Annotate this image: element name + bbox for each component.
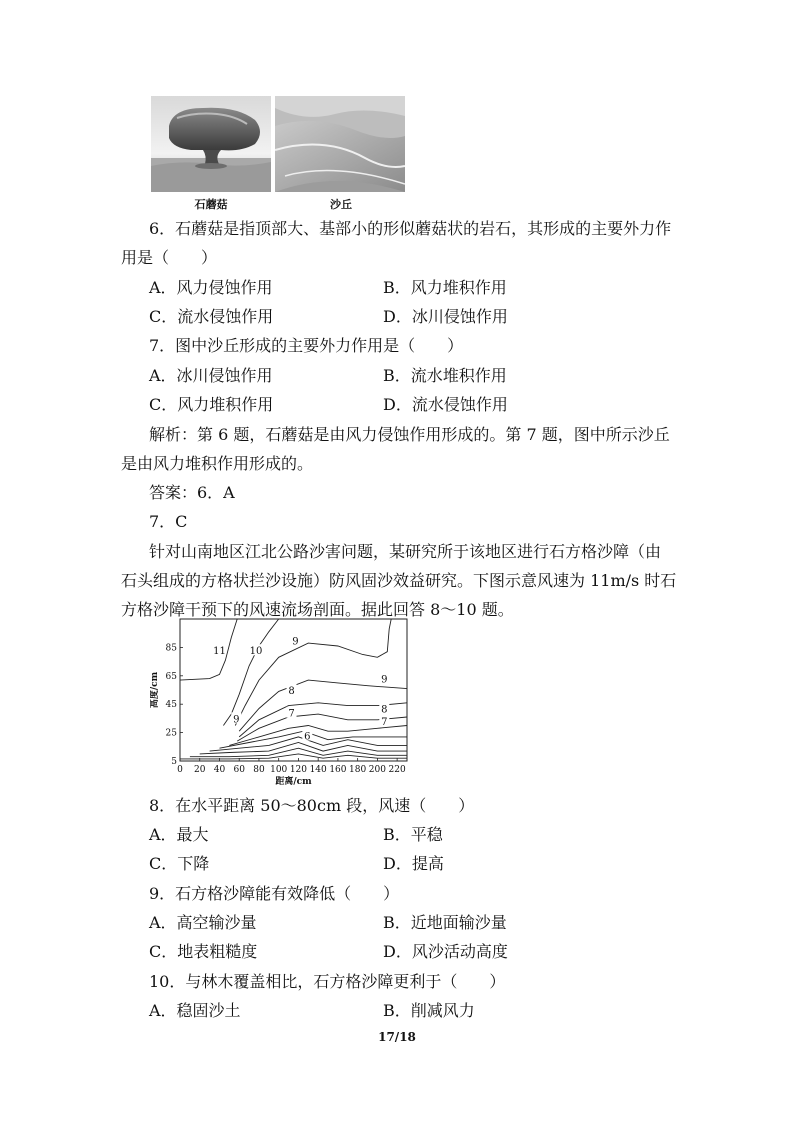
contour-label-6: 8 <box>381 704 388 716</box>
x-tick-label-1: 20 <box>194 765 206 775</box>
x-tick-label-9: 180 <box>349 765 367 775</box>
y-tick-label-4: 85 <box>165 643 177 654</box>
intro-line3: 方格沙障干预下的风速流场剖面。据此回答 8～10 题。 <box>121 600 514 619</box>
q8-stem: 8．在水平距离 50～80cm 段，风速（ ） <box>149 796 475 815</box>
y-tick-label-2: 45 <box>165 700 177 711</box>
wind-speed-chart <box>150 615 412 790</box>
contour-label-8: 7 <box>381 717 388 729</box>
intro-line2: 石头组成的方格状拦沙设施）防风固沙效益研究。下图示意风速为 11m/s 时石 <box>121 571 677 590</box>
q9-option-b: B．近地面输沙量 <box>383 913 507 932</box>
q10-option-b: B．削减风力 <box>383 1001 475 1020</box>
contour-label-0: 11 <box>213 646 226 658</box>
q8-option-b: B．平稳 <box>383 825 443 844</box>
q9-stem: 9．石方格沙障能有效降低（ ） <box>149 884 400 903</box>
wind-speed-chart-svg <box>150 615 412 790</box>
analysis-line2: 是由风力堆积作用形成的。 <box>121 454 314 473</box>
q10-stem: 10．与林木覆盖相比，石方格沙障更利于（ ） <box>149 972 506 991</box>
q9-option-a: A．高空输沙量 <box>149 913 257 932</box>
x-tick-label-7: 140 <box>309 765 327 775</box>
x-tick-label-4: 80 <box>253 765 265 775</box>
y-tick-label-1: 25 <box>165 728 177 739</box>
photo-figure <box>151 96 405 210</box>
x-tick-label-3: 60 <box>233 765 245 775</box>
q9-option-c: C．地表粗糙度 <box>149 942 258 961</box>
x-tick-label-5: 100 <box>270 765 288 775</box>
q7-stem: 7．图中沙丘形成的主要外力作用是（ ） <box>149 336 464 355</box>
answer-line2: 7．C <box>149 512 188 531</box>
q6-stem-line2: 用是（ ） <box>121 248 218 267</box>
answer-line1: 答案：6．A <box>149 483 235 502</box>
intro-line1: 针对山南地区江北公路沙害问题，某研究所于该地区进行石方格沙障（由 <box>149 542 662 561</box>
q7-option-c: C．风力堆积作用 <box>149 395 274 414</box>
q10-option-a: A．稳固沙土 <box>149 1001 241 1020</box>
stone-mushroom-caption: 石蘑菇 <box>194 198 228 211</box>
contour-label-5: 8 <box>288 686 295 697</box>
q6-stem-line1: 6．石蘑菇是指顶部大、基部小的形似蘑菇状的岩石，其形成的主要外力作 <box>149 219 672 238</box>
x-axis-title: 距离/cm <box>275 777 312 787</box>
contour-label-4: 9 <box>233 714 240 726</box>
page-number: 17/18 <box>378 1030 416 1044</box>
contour-label-7: 7 <box>288 708 295 720</box>
y-axis-title: 高度/cm <box>150 671 160 709</box>
x-tick-label-11: 220 <box>388 765 406 775</box>
q7-option-a: A．冰川侵蚀作用 <box>149 366 273 385</box>
sand-dune-caption: 沙丘 <box>330 198 352 211</box>
contour-label-2: 9 <box>292 636 299 648</box>
q6-option-d: D．冰川侵蚀作用 <box>383 307 508 326</box>
stone-mushroom-photo <box>151 96 271 192</box>
x-tick-label-8: 160 <box>329 765 347 775</box>
x-tick-label-10: 200 <box>368 765 386 775</box>
q8-option-d: D．提高 <box>383 854 444 873</box>
x-tick-label-6: 120 <box>289 765 308 775</box>
q6-option-b: B．风力堆积作用 <box>383 278 507 297</box>
q7-option-b: B．流水堆积作用 <box>383 366 507 385</box>
analysis-line1: 解析：第 6 题，石蘑菇是由风力侵蚀作用形成的。第 7 题，图中所示沙丘 <box>149 425 670 444</box>
y-tick-label-0: 5 <box>171 757 177 767</box>
sand-dune-photo <box>275 96 405 192</box>
x-tick-label-0: 0 <box>177 765 183 775</box>
y-tick-label-3: 65 <box>165 671 177 682</box>
x-tick-label-2: 40 <box>213 765 226 775</box>
q6-option-a: A．风力侵蚀作用 <box>149 278 273 297</box>
q9-option-d: D．风沙活动高度 <box>383 942 508 961</box>
contour-label-3: 9 <box>381 674 388 686</box>
q6-option-c: C．流水侵蚀作用 <box>149 307 274 326</box>
contour-label-1: 10 <box>249 646 263 658</box>
q8-option-a: A．最大 <box>149 825 209 844</box>
contour-label-9: 6 <box>304 731 311 743</box>
q8-option-c: C．下降 <box>149 854 210 873</box>
q7-option-d: D．流水侵蚀作用 <box>383 395 508 414</box>
